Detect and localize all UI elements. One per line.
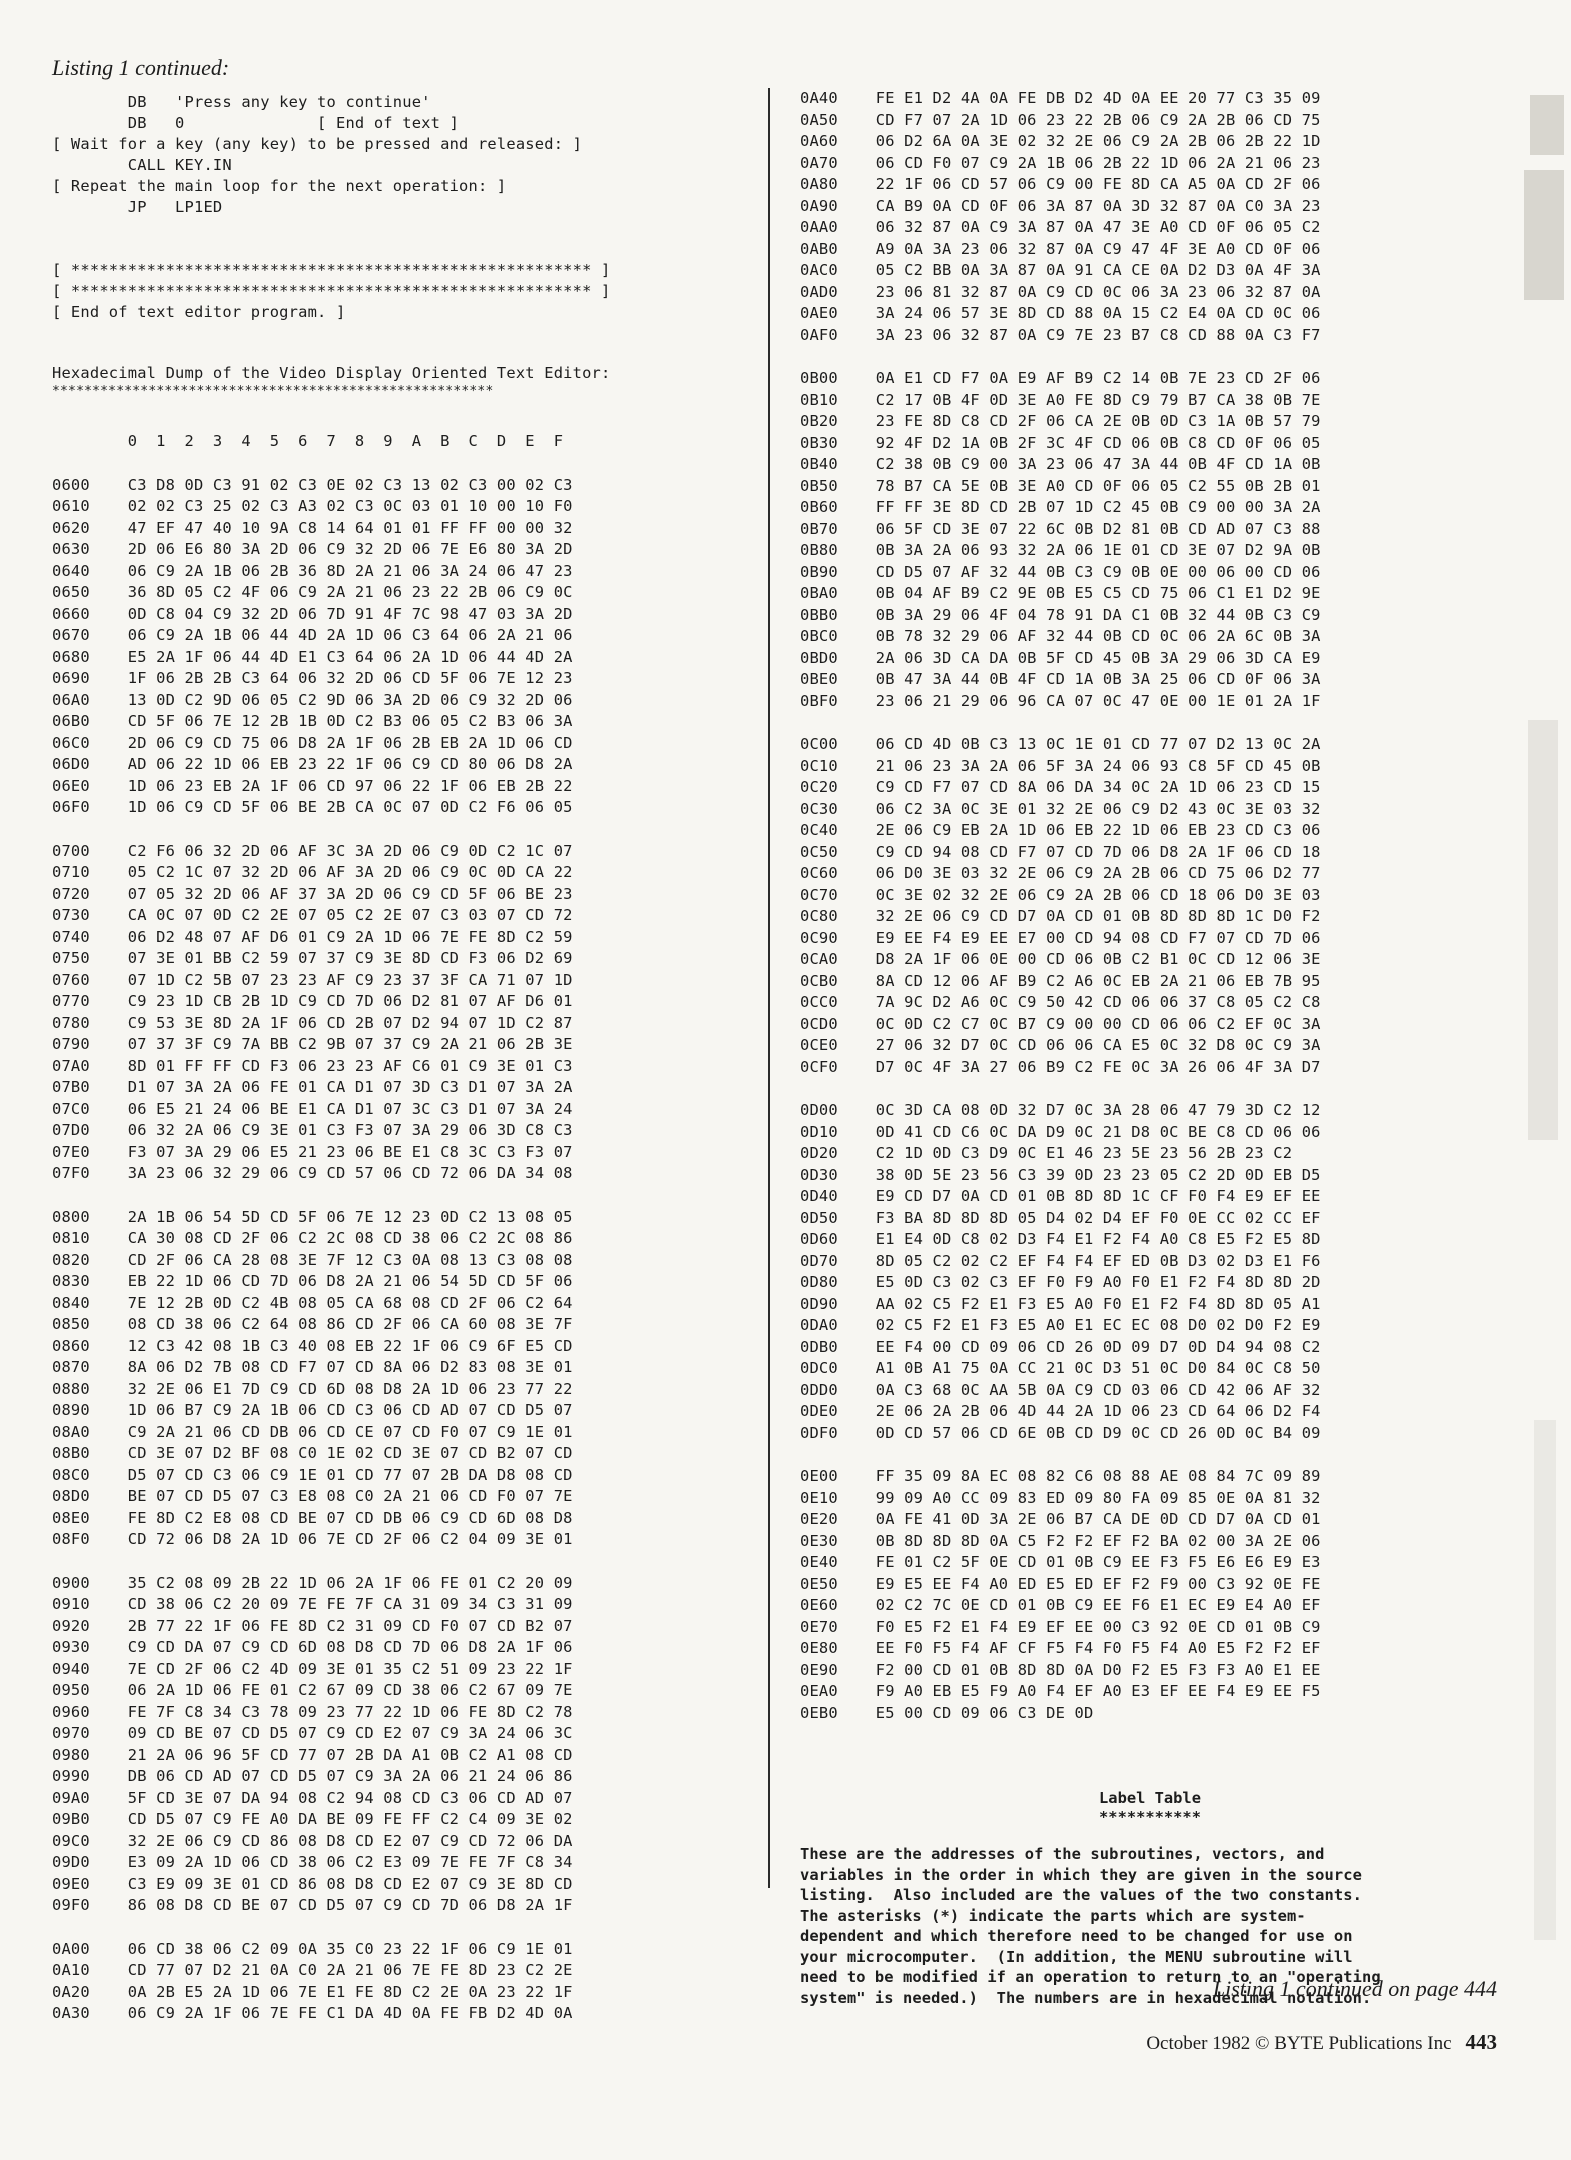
- hex-dump-row: 0740 06 D2 48 07 AF D6 01 C9 2A 1D 06 7E FE 8D C2 59: [52, 927, 573, 946]
- hex-dump-row: 0930 C9 CD DA 07 C9 CD 6D 08 D8 CD 7D 06 D8 2A 1F 06: [52, 1638, 573, 1656]
- right-dump-group: [800, 1466, 1500, 1724]
- hex-dump-row: 0710 05 C2 1C 07 32 2D 06 AF 3A 2D 06 C9 0C 0D CA 22: [52, 863, 573, 881]
- hex-dump-row: 0E00 FF 35 09 8A EC 08 82 C6 08 88 AE 08 84 7C 09 89: [800, 1467, 1321, 1485]
- hex-dump-row: 0DC0 A1 0B A1 75 0A CC 21 0C D3 51 0C D0 84 0C C8 50: [800, 1359, 1321, 1377]
- hex-dump-row: 08B0 CD 3E 07 D2 BF 08 C0 1E 02 CD 3E 07 CD B2 07 CD: [52, 1444, 573, 1462]
- hex-dump-row: 0810 CA 30 08 CD 2F 06 C2 2C 08 CD 38 06 C2 2C 08 86: [52, 1229, 573, 1247]
- bleed-through-shadow: [1510, 0, 1571, 2160]
- hex-dump-row: 0E40 FE 01 C2 5F 0E CD 01 0B C9 EE F3 F5 E6 E6 E9 E3: [800, 1553, 1321, 1571]
- hex-dump-row: 0BD0 2A 06 3D CA DA 0B 5F CD 45 0B 3A 29 06 3D CA E9: [800, 648, 1321, 667]
- hex-dump-row: 0B10 C2 17 0B 4F 0D 3E A0 FE 8D C9 79 B7 CA 38 0B 7E: [800, 390, 1321, 409]
- source-line: DB 'Press any key to continue': [52, 93, 431, 111]
- hex-dump-row: 0D70 8D 05 C2 02 C2 EF F4 F4 EF ED 0B D3 02 D3 E1 F6: [800, 1251, 1321, 1270]
- hex-dump-row: 0690 1F 06 2B 2B C3 64 06 32 2D 06 CD 5F 06 7E 12 23: [52, 669, 573, 687]
- hex-dump-row: 0E90 F2 00 CD 01 0B 8D 8D 0A D0 F2 E5 F3 F3 A0 E1 EE: [800, 1660, 1321, 1679]
- hex-dump-row: 0B20 23 FE 8D C8 CD 2F 06 CA 2E 0B 0D C3 1A 0B 57 79: [800, 412, 1321, 430]
- hex-dump-row: 0A60 06 D2 6A 0A 3E 02 32 2E 06 C9 2A 2B 06 2B 22 1D: [800, 132, 1321, 150]
- column-divider: [768, 88, 770, 1888]
- hex-dump-row: 0C50 C9 CD 94 08 CD F7 07 CD 7D 06 D8 2A 1F 06 CD 18: [800, 842, 1321, 861]
- hex-dump-row: 0DD0 0A C3 68 0C AA 5B 0A C9 CD 03 06 CD 42 06 AF 32: [800, 1380, 1321, 1399]
- hex-dump-row: 0680 E5 2A 1F 06 44 4D E1 C3 64 06 2A 1D 06 44 4D 2A: [52, 647, 573, 666]
- hex-dump-row: 0BB0 0B 3A 29 06 4F 04 78 91 DA C1 0B 32 44 0B C3 C9: [800, 605, 1321, 624]
- hex-dump-row: 0DA0 02 C5 F2 E1 F3 E5 A0 E1 EC EC 08 D0 02 D0 F2 E9: [800, 1316, 1321, 1334]
- hex-dump-row: 07C0 06 E5 21 24 06 BE E1 CA D1 07 3C C3 D1 07 3A 24: [52, 1099, 573, 1118]
- hex-dump-row: 0720 07 05 32 2D 06 AF 37 3A 2D 06 C9 CD 5F 06 BE 23: [52, 884, 573, 903]
- hex-dump-row: 08F0 CD 72 06 D8 2A 1D 06 7E CD 2F 06 C2 04 09 3E 01: [52, 1530, 573, 1548]
- hex-dump-row: 0AA0 06 32 87 0A C9 3A 87 0A 47 3E A0 CD 0F 06 05 C2: [800, 218, 1321, 236]
- hex-dump-row: 0E80 EE F0 F5 F4 AF CF F5 F4 F0 F5 F4 A0 E5 F2 F2 EF: [800, 1639, 1321, 1657]
- hex-dump-row: 0DB0 EE F4 00 CD 09 06 CD 26 0D 09 D7 0D D4 94 08 C2: [800, 1337, 1321, 1356]
- left-dump-group: [52, 841, 752, 1185]
- footer-publication: October 1982 © BYTE Publications Inc: [1146, 2033, 1452, 2054]
- page-number: 443: [1465, 2030, 1497, 2054]
- hex-dump-row: 0A40 FE E1 D2 4A 0A FE DB D2 4D 0A EE 20 77 C3 35 09: [800, 89, 1321, 107]
- hex-dump-row: 09A0 5F CD 3E 07 DA 94 08 C2 94 08 CD C3 06 CD AD 07: [52, 1788, 573, 1807]
- hex-dump-row: 0EB0 E5 00 CD 09 06 C3 DE 0D: [800, 1703, 1094, 1722]
- hex-dump-row: 09F0 86 08 D8 CD BE 07 CD D5 07 C9 CD 7D 06 D8 2A 1F: [52, 1896, 573, 1914]
- hex-dump-row: 0780 C9 53 3E 8D 2A 1F 06 CD 2B 07 D2 94 07 1D C2 87: [52, 1013, 573, 1032]
- hex-dump-row: 0B60 FF FF 3E 8D CD 2B 07 1D C2 45 0B C9 00 00 3A 2A: [800, 498, 1321, 516]
- hex-dump-row: 0D10 0D 41 CD C6 0C DA D9 0C 21 D8 0C BE C8 CD 06 06: [800, 1122, 1321, 1141]
- hex-dump-row: 0790 07 37 3F C9 7A BB C2 9B 07 37 C9 2A 21 06 2B 3E: [52, 1035, 573, 1053]
- hex-dump-row: 0AF0 3A 23 06 32 87 0A C9 7E 23 B7 C8 CD 88 0A C3 F7: [800, 325, 1321, 344]
- hex-dump-row: 0A70 06 CD F0 07 C9 2A 1B 06 2B 22 1D 06 2A 21 06 23: [800, 153, 1321, 172]
- hex-dump-row: 0E70 F0 E5 F2 E1 F4 E9 EF EE 00 C3 92 0E CD 01 0B C9: [800, 1617, 1321, 1636]
- left-column: [52, 92, 752, 2025]
- page-footer: [1146, 2030, 1497, 2055]
- hex-dump-row: 0D90 AA 02 C5 F2 E1 F3 E5 A0 F0 E1 F2 F4 8D 8D 05 A1: [800, 1294, 1321, 1313]
- hex-dump-row: 0E10 99 09 A0 CC 09 83 ED 09 80 FA 09 85 0E 0A 81 32: [800, 1488, 1321, 1507]
- label-table-description: These are the addresses of the subroutines, vectors, and variables in the order in which they are given in the source listing. Also included are the values of the two constants. The asterisks (*) indicate the parts which are system- dependent and which therefore need to be changed for use on your microcomputer. (In addition, the MENU subroutine will need to be modified if an operation to return to an "operating system" is needed.) The numbers are in hexadecimal notation.: [800, 1845, 1381, 2007]
- right-column: [800, 88, 1500, 2008]
- hex-dump-row: 0DF0 0D CD 57 06 CD 6E 0B CD D9 0C CD 26 0D 0C B4 09: [800, 1423, 1321, 1442]
- source-line: CALL KEY.IN: [52, 156, 232, 174]
- hex-dump-row: 0B30 92 4F D2 1A 0B 2F 3C 4F CD 06 0B C8 CD 0F 06 05: [800, 433, 1321, 452]
- hex-dump-row: 0760 07 1D C2 5B 07 23 23 AF C9 23 37 3F CA 71 07 1D: [52, 970, 573, 989]
- hex-dump-row: 0A20 0A 2B E5 2A 1D 06 7E E1 FE 8D C2 2E 0A 23 22 1F: [52, 1982, 573, 2001]
- hex-dump-row: 0A30 06 C9 2A 1F 06 7E FE C1 DA 4D 0A FE FB D2 4D 0A: [52, 2004, 573, 2022]
- hex-dump-row: 08A0 C9 2A 21 06 CD DB 06 CD CE 07 CD F0 07 C9 1E 01: [52, 1422, 573, 1441]
- hex-dump-row: 0AD0 23 06 81 32 87 0A C9 CD 0C 06 3A 23 06 32 87 0A: [800, 282, 1321, 301]
- right-dump: [800, 88, 1500, 1724]
- source-line: JP LP1ED: [52, 198, 223, 216]
- hex-dump-row: 06F0 1D 06 C9 CD 5F 06 BE 2B CA 0C 07 0D C2 F6 06 05: [52, 798, 573, 816]
- hex-dump-row: 06B0 CD 5F 06 7E 12 2B 1B 0D C2 B3 06 05 C2 B3 06 3A: [52, 712, 573, 730]
- hex-dump-row: 0610 02 02 C3 25 02 C3 A3 02 C3 0C 03 01 10 00 10 F0: [52, 497, 573, 515]
- hex-dump-row: 0830 EB 22 1D 06 CD 7D 06 D8 2A 21 06 54 5D CD 5F 06: [52, 1272, 573, 1290]
- hex-dump-row: 0BE0 0B 47 3A 44 0B 4F CD 1A 0B 3A 25 06 CD 0F 06 3A: [800, 670, 1321, 688]
- hex-dump-row: 0CC0 7A 9C D2 A6 0C C9 50 42 CD 06 06 37 C8 05 C2 C8: [800, 993, 1321, 1011]
- hex-dump-row: 06D0 AD 06 22 1D 06 EB 23 22 1F 06 C9 CD 80 06 D8 2A: [52, 755, 573, 773]
- listing-heading: Listing 1 continued:: [52, 55, 230, 80]
- hex-dump-row: 0AB0 A9 0A 3A 23 06 32 87 0A C9 47 4F 3E A0 CD 0F 06: [800, 239, 1321, 258]
- hex-dump-row: 0E50 E9 E5 EE F4 A0 ED E5 ED EF F2 F9 00 C3 92 0E FE: [800, 1574, 1321, 1593]
- source-line: [ End of text editor program. ]: [52, 303, 346, 321]
- hex-dump-row: 0C10 21 06 23 3A 2A 06 5F 3A 24 06 93 C8 5F CD 45 0B: [800, 756, 1321, 775]
- hex-dump-row: 0D30 38 0D 5E 23 56 C3 39 0D 23 23 05 C2 2D 0D EB D5: [800, 1165, 1321, 1184]
- hex-dump-row: 0C00 06 CD 4D 0B C3 13 0C 1E 01 CD 77 07 D2 13 0C 2A: [800, 735, 1321, 753]
- hex-dump-row: 06A0 13 0D C2 9D 06 05 C2 9D 06 3A 2D 06 C9 32 2D 06: [52, 690, 573, 709]
- hex-dump-row: 0B50 78 B7 CA 5E 0B 3E A0 CD 0F 06 05 C2 55 0B 2B 01: [800, 476, 1321, 495]
- hex-dump-row: 0CE0 27 06 32 D7 0C CD 06 06 CA E5 0C 32 D8 0C C9 3A: [800, 1036, 1321, 1054]
- hex-dump-row: 0860 12 C3 42 08 1B C3 40 08 EB 22 1F 06 C9 6F E5 CD: [52, 1336, 573, 1355]
- hex-dump-row: 09B0 CD D5 07 C9 FE A0 DA BE 09 FE FF C2 C4 09 3E 02: [52, 1810, 573, 1828]
- label-table-section: [800, 1788, 1500, 2008]
- hex-dump-row: 0960 FE 7F C8 34 C3 78 09 23 77 22 1D 06 FE 8D C2 78: [52, 1702, 573, 1721]
- hex-dump-row: 0A50 CD F7 07 2A 1D 06 23 22 2B 06 C9 2A 2B 06 CD 75: [800, 110, 1321, 129]
- left-dump: [52, 475, 752, 2025]
- hex-dump-row: 0970 09 CD BE 07 CD D5 07 C9 CD E2 07 C9 3A 24 06 3C: [52, 1724, 573, 1742]
- hex-dump-row: 0B90 CD D5 07 AF 32 44 0B C3 C9 0B 0E 00 06 00 CD 06: [800, 562, 1321, 581]
- continued-note: Listing 1 continued on page 444: [1212, 1976, 1497, 2001]
- hex-dump-row: 0D20 C2 1D 0D C3 D9 0C E1 46 23 5E 23 56 2B 23 C2: [800, 1144, 1293, 1162]
- hex-dump-row: 0CD0 0C 0D C2 C7 0C B7 C9 00 00 CD 06 06 C2 EF 0C 3A: [800, 1014, 1321, 1033]
- hex-dump-row: 07F0 3A 23 06 32 29 06 C9 CD 57 06 CD 72 06 DA 34 08: [52, 1164, 573, 1182]
- hex-dump-row: 0980 21 2A 06 96 5F CD 77 07 2B DA A1 0B C2 A1 08 CD: [52, 1745, 573, 1764]
- hex-dump-row: 0730 CA 0C 07 0D C2 2E 07 05 C2 2E 07 C3 03 07 CD 72: [52, 906, 573, 924]
- hex-dump-row: 0750 07 3E 01 BB C2 59 07 37 C9 3E 8D CD F3 06 D2 69: [52, 949, 573, 967]
- hex-dump-row: 0C60 06 D0 3E 03 32 2E 06 C9 2A 2B 06 CD 75 06 D2 77: [800, 864, 1321, 882]
- hex-dump-row: 0900 35 C2 08 09 2B 22 1D 06 2A 1F 06 FE 01 C2 20 09: [52, 1573, 573, 1592]
- hex-dump-row: 0700 C2 F6 06 32 2D 06 AF 3C 3A 2D 06 C9 0D C2 1C 07: [52, 841, 573, 860]
- hex-dump-row: 0D50 F3 BA 8D 8D 8D 05 D4 02 D4 EF F0 0E CC 02 CC EF: [800, 1208, 1321, 1227]
- hex-dump-row: 0840 7E 12 2B 0D C2 4B 08 05 CA 68 08 CD 2F 06 C2 64: [52, 1293, 573, 1312]
- hex-dump-row: 0C40 2E 06 C9 EB 2A 1D 06 EB 22 1D 06 EB 23 CD C3 06: [800, 821, 1321, 839]
- hex-dump-row: 09C0 32 2E 06 C9 CD 86 08 D8 CD E2 07 C9 CD 72 06 DA: [52, 1831, 573, 1850]
- right-dump-group: [800, 88, 1500, 346]
- hex-dump-row: 0B80 0B 3A 2A 06 93 32 2A 06 1E 01 CD 3E 07 D2 9A 0B: [800, 541, 1321, 559]
- hex-dump-row: 0660 0D C8 04 C9 32 2D 06 7D 91 4F 7C 98 47 03 3A 2D: [52, 604, 573, 623]
- hex-dump-row: 0B40 C2 38 0B C9 00 3A 23 06 47 3A 44 0B 4F CD 1A 0B: [800, 455, 1321, 473]
- hex-dump-row: 0600 C3 D8 0D C3 91 02 C3 0E 02 C3 13 02 C3 00 02 C3: [52, 475, 573, 494]
- hex-dump-row: 0CB0 8A CD 12 06 AF B9 C2 A6 0C EB 2A 21 06 EB 7B 95: [800, 971, 1321, 990]
- hex-dump-row: 0E30 0B 8D 8D 8D 0A C5 F2 F2 EF F2 BA 02 00 3A 2E 06: [800, 1531, 1321, 1550]
- hex-dump-row: 0850 08 CD 38 06 C2 64 08 86 CD 2F 06 CA 60 08 3E 7F: [52, 1315, 573, 1333]
- source-line: [ ******************************************************* ]: [52, 282, 611, 300]
- hex-dump-row: 0620 47 EF 47 40 10 9A C8 14 64 01 01 FF FF 00 00 32: [52, 518, 573, 537]
- hex-dump-row: 08C0 D5 07 CD C3 06 C9 1E 01 CD 77 07 2B DA D8 08 CD: [52, 1465, 573, 1484]
- hex-dump-row: 0820 CD 2F 06 CA 28 08 3E 7F 12 C3 0A 08 13 C3 08 08: [52, 1250, 573, 1269]
- right-dump-group: [800, 734, 1500, 1078]
- hex-dump-row: 0BC0 0B 78 32 29 06 AF 32 44 0B CD 0C 06 2A 6C 0B 3A: [800, 627, 1321, 645]
- source-line: [ Wait for a key (any key) to be pressed and released: ]: [52, 135, 583, 153]
- hex-dump-row: 0D80 E5 0D C3 02 C3 EF F0 F9 A0 F0 E1 F2 F4 8D 8D 2D: [800, 1273, 1321, 1291]
- hex-dump-row: 0B00 0A E1 CD F7 0A E9 AF B9 C2 14 0B 7E 23 CD 2F 06: [800, 369, 1321, 387]
- hex-dump-row: 0A80 22 1F 06 CD 57 06 C9 00 FE 8D CA A5 0A CD 2F 06: [800, 175, 1321, 193]
- hex-dump-row: 0870 8A 06 D2 7B 08 CD F7 07 CD 8A 06 D2 83 08 3E 01: [52, 1358, 573, 1376]
- source-line: [52, 218, 752, 239]
- source-line: [52, 239, 752, 260]
- dump-column-header: 0 1 2 3 4 5 6 7 8 9 A B C D E F: [52, 432, 564, 450]
- hex-dump-row: 0BA0 0B 04 AF B9 C2 9E 0B E5 C5 CD 75 06 C1 E1 D2 9E: [800, 584, 1321, 602]
- label-table-underline: ***********: [1099, 1808, 1201, 1826]
- hex-dump-row: 0CF0 D7 0C 4F 3A 27 06 B9 C2 FE 0C 3A 26 06 4F 3A D7: [800, 1057, 1321, 1076]
- label-table-title: Label Table: [1099, 1789, 1201, 1807]
- hex-dump-row: 0E60 02 C2 7C 0E CD 01 0B C9 EE F6 E1 EC E9 E4 A0 EF: [800, 1596, 1321, 1614]
- right-dump-group: [800, 368, 1500, 712]
- hex-dump-row: 0640 06 C9 2A 1B 06 2B 36 8D 2A 21 06 3A 24 06 47 23: [52, 561, 573, 580]
- source-line: DB 0 [ End of text ]: [52, 114, 460, 132]
- hex-dump-row: 0A00 06 CD 38 06 C2 09 0A 35 C0 23 22 1F 06 C9 1E 01: [52, 1939, 573, 1958]
- hex-dump-row: 07D0 06 32 2A 06 C9 3E 01 C3 F3 07 3A 29 06 3D C8 C3: [52, 1121, 573, 1139]
- hex-dump-row: 0C30 06 C2 3A 0C 3E 01 32 2E 06 C9 D2 43 0C 3E 03 32: [800, 799, 1321, 818]
- hex-dump-row: 0C90 E9 EE F4 E9 EE E7 00 CD 94 08 CD F7 07 CD 7D 06: [800, 928, 1321, 947]
- left-dump-group: [52, 1207, 752, 1551]
- hex-dump-row: 0910 CD 38 06 C2 20 09 7E FE 7F CA 31 09 34 C3 31 09: [52, 1595, 573, 1613]
- hex-dump-row: 09E0 C3 E9 09 3E 01 CD 86 08 D8 CD E2 07 C9 3E 8D CD: [52, 1874, 573, 1893]
- hex-dump-row: 0EA0 F9 A0 EB E5 F9 A0 F4 EF A0 E3 EF EE F4 E9 EE F5: [800, 1682, 1321, 1700]
- hex-dump-row: 0990 DB 06 CD AD 07 CD D5 07 C9 3A 2A 06 21 24 06 86: [52, 1767, 573, 1785]
- hex-dump-row: 0670 06 C9 2A 1B 06 44 4D 2A 1D 06 C3 64 06 2A 21 06: [52, 626, 573, 644]
- hex-dump-row: 0890 1D 06 B7 C9 2A 1B 06 CD C3 06 CD AD 07 CD D5 07: [52, 1401, 573, 1419]
- hex-dump-row: 0880 32 2E 06 E1 7D C9 CD 6D 08 D8 2A 1D 06 23 77 22: [52, 1379, 573, 1398]
- source-line: [ ******************************************************* ]: [52, 261, 611, 279]
- hex-dump-row: 07B0 D1 07 3A 2A 06 FE 01 CA D1 07 3D C3 D1 07 3A 2A: [52, 1078, 573, 1096]
- hex-dump-row: 0800 2A 1B 06 54 5D CD 5F 06 7E 12 23 0D C2 13 08 05: [52, 1207, 573, 1226]
- hex-dump-row: 0A10 CD 77 07 D2 21 0A C0 2A 21 06 7E FE 8D 23 C2 2E: [52, 1961, 573, 1979]
- hex-dump-row: 08E0 FE 8D C2 E8 08 CD BE 07 CD DB 06 C9 CD 6D 08 D8: [52, 1508, 573, 1527]
- hex-dump-row: 0940 7E CD 2F 06 C2 4D 09 3E 01 35 C2 51 09 23 22 1F: [52, 1659, 573, 1678]
- hex-dump-row: 0920 2B 77 22 1F 06 FE 8D C2 31 09 CD F0 07 CD B2 07: [52, 1616, 573, 1635]
- hex-dump-row: 07A0 8D 01 FF FF CD F3 06 23 23 AF C6 01 C9 3E 01 C3: [52, 1056, 573, 1075]
- hex-dump-row: 0770 C9 23 1D CB 2B 1D C9 CD 7D 06 D2 81 07 AF D6 01: [52, 992, 573, 1010]
- hex-dump-row: 07E0 F3 07 3A 29 06 E5 21 23 06 BE E1 C8 3C C3 F3 07: [52, 1142, 573, 1161]
- hex-dump-row: 0C20 C9 CD F7 07 CD 8A 06 DA 34 0C 2A 1D 06 23 CD 15: [800, 778, 1321, 796]
- dump-title: Hexadecimal Dump of the Video Display Oriented Text Editor:: [52, 364, 611, 382]
- left-dump-group: [52, 1573, 752, 1917]
- source-line: [ Repeat the main loop for the next operation: ]: [52, 177, 507, 195]
- hex-dump-row: 0AC0 05 C2 BB 0A 3A 87 0A 91 CA CE 0A D2 D3 0A 4F 3A: [800, 261, 1321, 279]
- right-dump-group: [800, 1100, 1500, 1444]
- left-dump-group: [52, 1939, 752, 2025]
- hex-dump-row: 0BF0 23 06 21 29 06 96 CA 07 0C 47 0E 00 1E 01 2A 1F: [800, 691, 1321, 710]
- hex-dump-row: 0B70 06 5F CD 3E 07 22 6C 0B D2 81 0B CD AD 07 C3 88: [800, 519, 1321, 538]
- hex-dump-row: 0D00 0C 3D CA 08 0D 32 D7 0C 3A 28 06 47 79 3D C2 12: [800, 1101, 1321, 1119]
- hex-dump-row: 0DE0 2E 06 2A 2B 06 4D 44 2A 1D 06 23 CD 64 06 D2 F4: [800, 1402, 1321, 1420]
- hex-dump-row: 0E20 0A FE 41 0D 3A 2E 06 B7 CA DE 0D CD D7 0A CD 01: [800, 1510, 1321, 1528]
- hex-dump-row: 0A90 CA B9 0A CD 0F 06 3A 87 0A 3D 32 87 0A C0 3A 23: [800, 196, 1321, 215]
- hex-dump-row: 0D60 E1 E4 0D C8 02 D3 F4 E1 F2 F4 A0 C8 E5 F2 E5 8D: [800, 1230, 1321, 1248]
- hex-dump-row: 09D0 E3 09 2A 1D 06 CD 38 06 C2 E3 09 7E FE 7F C8 34: [52, 1853, 573, 1871]
- hex-dump-row: 0C80 32 2E 06 C9 CD D7 0A CD 01 0B 8D 8D 8D 1C D0 F2: [800, 907, 1321, 925]
- hex-dump-row: 08D0 BE 07 CD D5 07 C3 E8 08 C0 2A 21 06 CD F0 07 7E: [52, 1487, 573, 1505]
- source-code-block: [52, 92, 752, 323]
- left-dump-group: [52, 475, 752, 819]
- hex-dump-row: 0CA0 D8 2A 1F 06 0E 00 CD 06 0B C2 B1 0C CD 12 06 3E: [800, 950, 1321, 968]
- hex-dump-row: 0C70 0C 3E 02 32 2E 06 C9 2A 2B 06 CD 18 06 D0 3E 03: [800, 885, 1321, 904]
- hex-dump-row: 0630 2D 06 E6 80 3A 2D 06 C9 32 2D 06 7E E6 80 3A 2D: [52, 540, 573, 558]
- hex-dump-row: 0D40 E9 CD D7 0A CD 01 0B 8D 8D 1C CF F0 F4 E9 EF EE: [800, 1187, 1321, 1205]
- hex-dump-row: 0950 06 2A 1D 06 FE 01 C2 67 09 CD 38 06 C2 67 09 7E: [52, 1681, 573, 1699]
- hex-dump-row: 0AE0 3A 24 06 57 3E 8D CD 88 0A 15 C2 E4 0A CD 0C 06: [800, 304, 1321, 322]
- hex-dump-row: 06E0 1D 06 23 EB 2A 1F 06 CD 97 06 22 1F 06 EB 2B 22: [52, 776, 573, 795]
- dump-title-stars: *******************************************************: [52, 384, 494, 399]
- hex-dump-row: 06C0 2D 06 C9 CD 75 06 D8 2A 1F 06 2B EB 2A 1D 06 CD: [52, 733, 573, 752]
- hex-dump-row: 0650 36 8D 05 C2 4F 06 C9 2A 21 06 23 22 2B 06 C9 0C: [52, 583, 573, 601]
